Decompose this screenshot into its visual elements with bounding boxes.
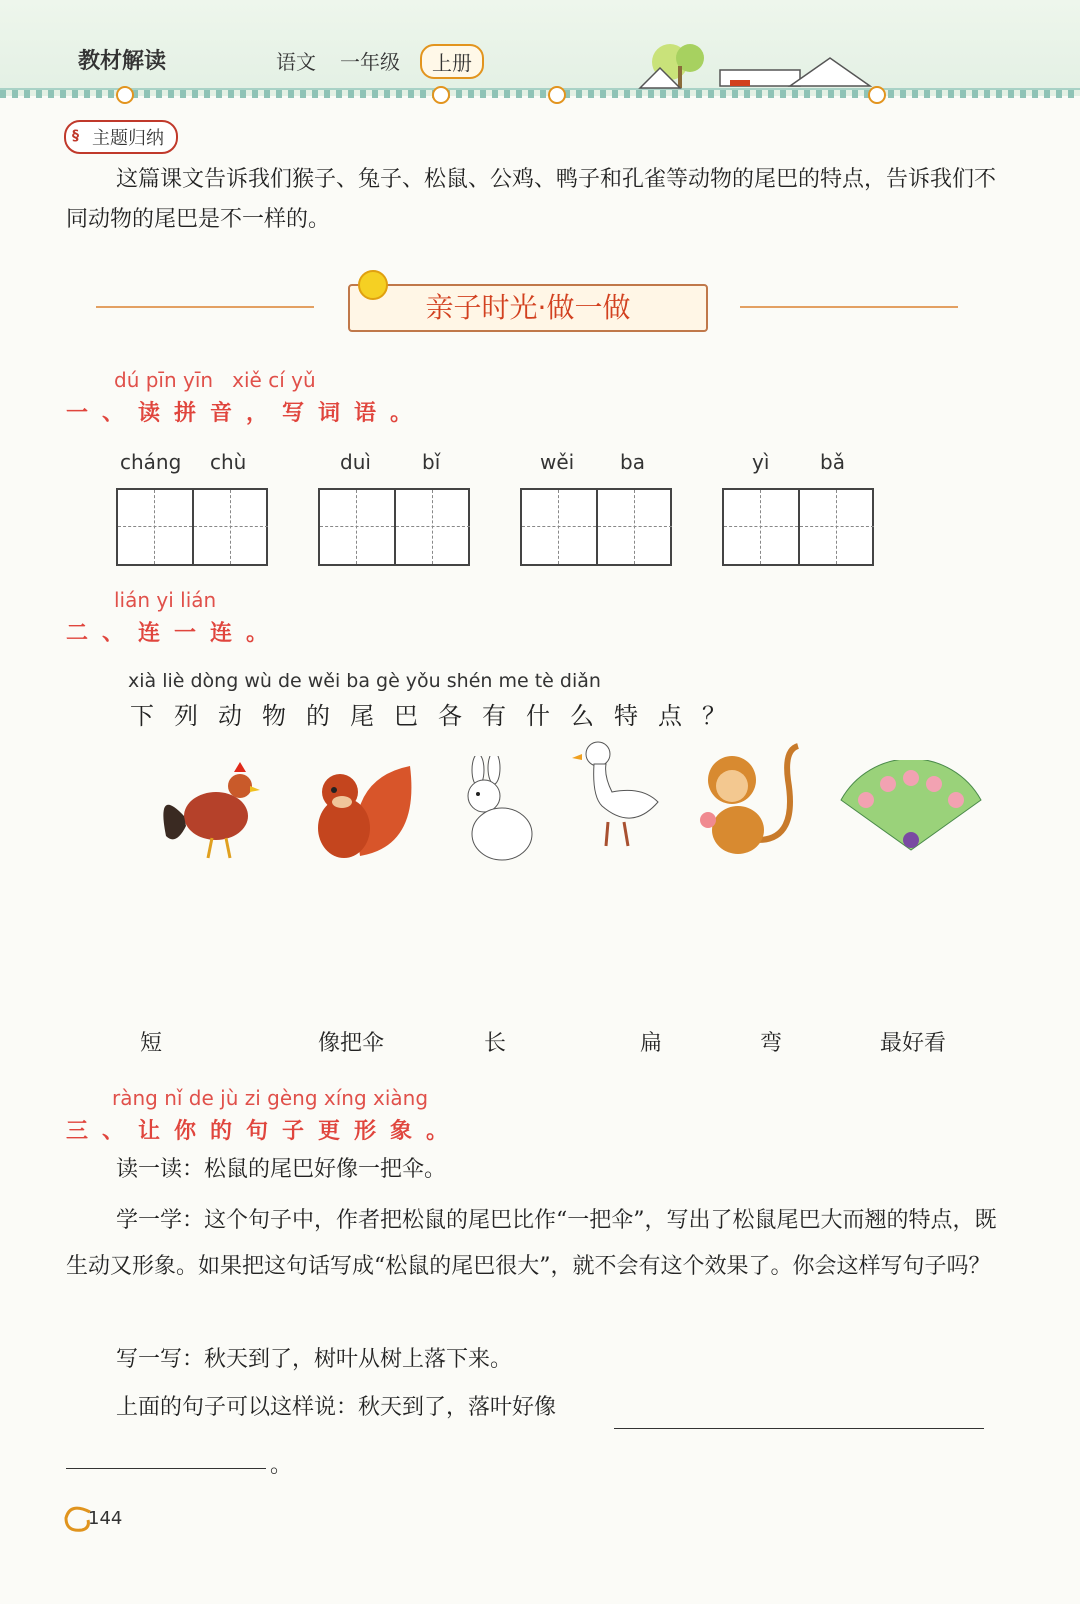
label-prettiest[interactable]: 最好看 bbox=[880, 1031, 947, 1056]
header-scenery-illustration bbox=[600, 38, 880, 90]
label-curved[interactable]: 弯 bbox=[760, 1031, 783, 1056]
tag-mark-icon: § bbox=[72, 128, 79, 144]
header-dot bbox=[548, 86, 566, 104]
label-long[interactable]: 长 bbox=[484, 1031, 507, 1056]
end-mark: 。 bbox=[270, 1453, 293, 1478]
writing-grid-3[interactable] bbox=[520, 488, 672, 566]
section3-heading: 三、让你的句子更形象。 bbox=[66, 1119, 463, 1144]
volume-badge: 上册 bbox=[420, 44, 484, 79]
word1-pinyin-2: chù bbox=[210, 450, 247, 474]
summary-tag: 主题归纳 bbox=[64, 120, 178, 154]
answer-line-1[interactable] bbox=[614, 1428, 984, 1429]
section2-pinyin: lián yi lián bbox=[114, 588, 217, 612]
duck-illustration[interactable] bbox=[572, 736, 662, 860]
writing-grid-2[interactable] bbox=[318, 488, 470, 566]
word2-pinyin-1: duì bbox=[340, 450, 371, 474]
section1-heading: 一、读拼音，写词语。 bbox=[66, 401, 427, 426]
rooster-illustration[interactable] bbox=[156, 756, 266, 866]
book-title: 教材解读 bbox=[78, 49, 167, 74]
peacock-illustration[interactable] bbox=[836, 760, 986, 864]
write-sentence: 写一写：秋天到了，树叶从树上落下来。 bbox=[116, 1347, 513, 1372]
answer-line-2[interactable] bbox=[66, 1468, 266, 1469]
word4-pinyin-1: yì bbox=[752, 450, 770, 474]
monkey-illustration[interactable] bbox=[688, 740, 808, 864]
section2-heading: 二、连一连。 bbox=[66, 621, 283, 646]
subject-label: 语文 bbox=[276, 50, 316, 74]
word1-pinyin-1: cháng bbox=[120, 450, 182, 474]
flower-icon bbox=[358, 270, 388, 300]
word2-pinyin-2: bǐ bbox=[422, 450, 441, 474]
label-flat[interactable]: 扁 bbox=[640, 1031, 663, 1056]
prompt-sentence: 上面的句子可以这样说：秋天到了，落叶好像 bbox=[116, 1395, 557, 1420]
section1-pinyin: dú pīn yīn xiě cí yǔ bbox=[114, 368, 316, 392]
rabbit-illustration[interactable] bbox=[448, 756, 548, 866]
question-pinyin: xià liè dòng wù de wěi ba gè yǒu shén me tè diǎn bbox=[128, 670, 601, 692]
word3-pinyin-1: wěi bbox=[540, 450, 575, 474]
summary-text: 这篇课文告诉我们猴子、兔子、松鼠、公鸡、鸭子和孔雀等动物的尾巴的特点，告诉我们不同动物的尾巴是不一样的。 bbox=[66, 167, 997, 232]
learn-paragraph: 学一学：这个句子中，作者把松鼠的尾巴比作“一把伞”，写出了松鼠尾巴大而翘的特点，既生动又形象。如果把这句话写成“松鼠的尾巴很大”，就不会有这个效果了。你会这样写句子吗？ bbox=[66, 1208, 997, 1279]
writing-grid-4[interactable] bbox=[722, 488, 874, 566]
writing-grid-1[interactable] bbox=[116, 488, 268, 566]
header-dot bbox=[432, 86, 450, 104]
word4-pinyin-2: bǎ bbox=[820, 450, 845, 474]
banner-rule-left bbox=[96, 306, 314, 308]
header-border bbox=[0, 88, 1080, 98]
banner-rule-right bbox=[740, 306, 958, 308]
page-number: 144 bbox=[88, 1508, 123, 1529]
activity-banner: 亲子时光·做一做 bbox=[348, 284, 708, 332]
label-umbrella[interactable]: 像把伞 bbox=[318, 1031, 385, 1056]
grade-label: 一年级 bbox=[340, 50, 400, 74]
label-short[interactable]: 短 bbox=[140, 1031, 163, 1056]
word3-pinyin-2: ba bbox=[620, 450, 645, 474]
squirrel-illustration[interactable] bbox=[300, 756, 420, 866]
section3-pinyin: ràng nǐ de jù zi gèng xíng xiàng bbox=[112, 1086, 429, 1110]
question-text: 下列动物的尾巴各有什么特点？ bbox=[130, 702, 746, 730]
header-dot bbox=[116, 86, 134, 104]
read-sentence: 读一读：松鼠的尾巴好像一把伞。 bbox=[116, 1157, 447, 1182]
